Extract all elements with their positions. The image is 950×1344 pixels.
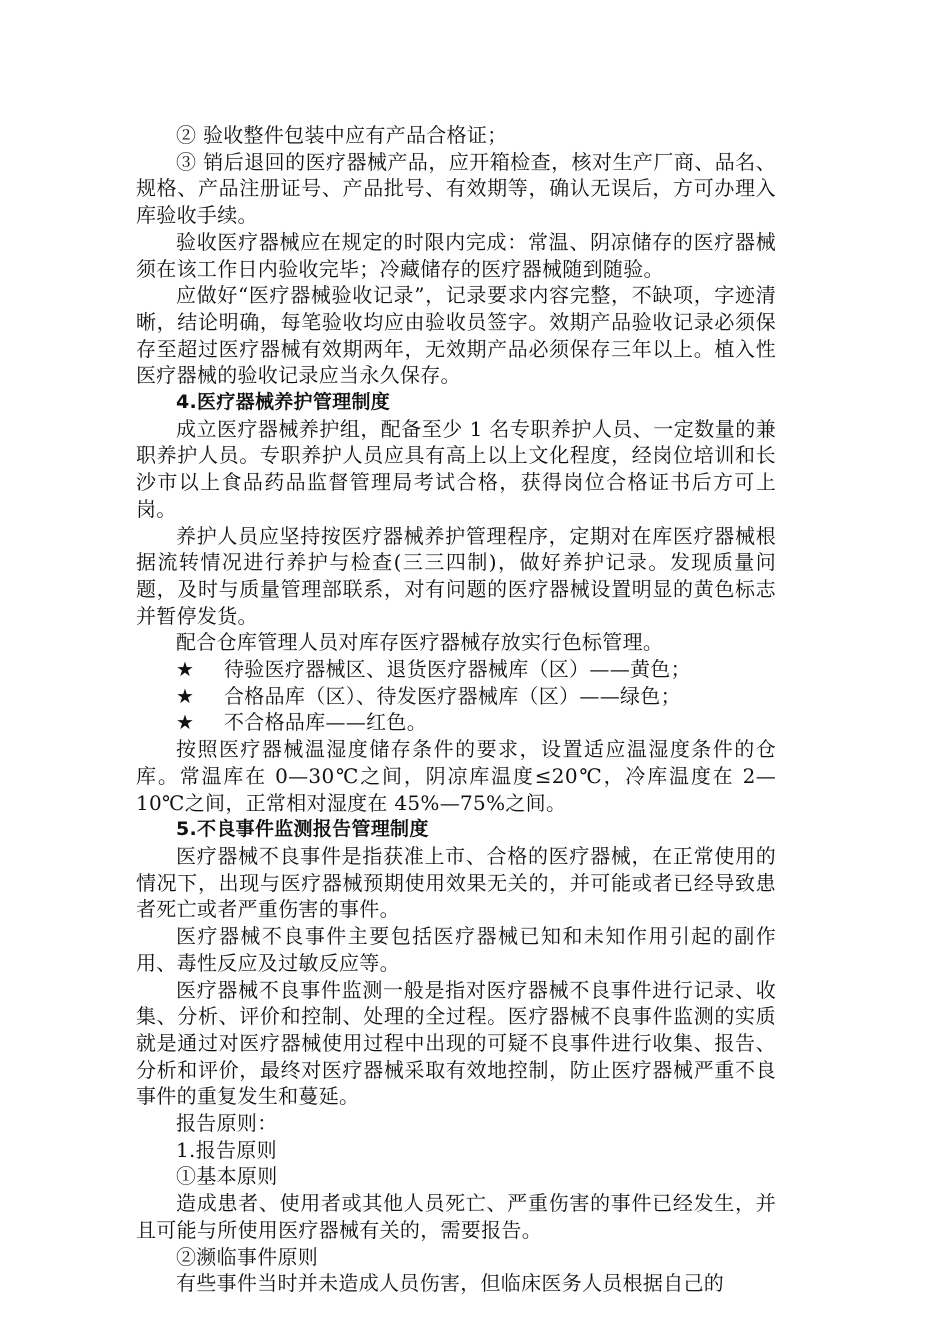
section-heading: 5.不良事件监测报告管理制度 xyxy=(176,818,429,841)
paragraph: 报告原则： xyxy=(176,1111,278,1136)
color-code-text: 待验医疗器械区、退货医疗器械库（区）——黄色； xyxy=(224,657,691,682)
star-icon: ★ xyxy=(176,657,195,682)
color-code-item xyxy=(136,683,776,710)
paragraph: ③ 销后退回的医疗器械产品，应开箱检查，核对生产厂商、品名、规格、产品注册证号、产品批号、有效期等，确认无误后，方可办理入库验收手续。 xyxy=(136,149,776,228)
paragraph: 医疗器械不良事件主要包括医疗器械已知和未知作用引起的副作用、毒性反应及过敏反应等。 xyxy=(136,924,776,975)
paragraph: 按照医疗器械温湿度储存条件的要求，设置适应温湿度条件的仓库。常温库在 0—30℃之间，阴凉库温度≤20℃，冷库温度在 2—10℃之间，正常相对湿度在 45%—75%之间。 xyxy=(136,737,776,815)
paragraph: 医疗器械不良事件是指获准上市、合格的医疗器械，在正常使用的情况下，出现与医疗器械预期使用效果无关的，并可能或者已经导致患者死亡或者严重伤害的事件。 xyxy=(136,843,776,922)
star-icon: ★ xyxy=(176,683,195,708)
paragraph: 医疗器械不良事件监测一般是指对医疗器械不良事件进行记录、收集、分析、评价和控制、处理的全过程。医疗器械不良事件监测的实质就是通过对医疗器械使用过程中出现的可疑不良事件进行收集、报告、分析和评价，最终对医疗器械采取有效地控制，防止医疗器械严重不良事件的重复发生和蔓延。 xyxy=(136,977,776,1109)
color-code-item xyxy=(136,709,776,736)
paragraph: 造成患者、使用者或其他人员死亡、严重伤害的事件已经发生，并且可能与所使用医疗器械有关的，需要报告。 xyxy=(136,1191,776,1242)
paragraph: 养护人员应坚持按医疗器械养护管理程序，定期对在库医疗器械根据流转情况进行养护与检查(三三四制)，做好养护记录。发现质量问题，及时与质量管理部联系，对有问题的医疗器械设置明显的黄色标志并暂停发货。 xyxy=(136,523,776,628)
paragraph: ②濒临事件原则 xyxy=(176,1244,319,1269)
paragraph: 1.报告原则 xyxy=(176,1137,277,1162)
document-body xyxy=(136,122,776,1297)
color-code-text: 不合格品库——红色。 xyxy=(224,710,427,735)
section-heading: 4.医疗器械养护管理制度 xyxy=(176,391,391,414)
paragraph: 应做好“医疗器械验收记录”，记录要求内容完整，不缺项，字迹清晰，结论明确，每笔验收均应由验收员签字。效期产品验收记录必须保存至超过医疗器械有效期两年，无效期产品必须保存三年以上。植入性医疗器械的验收记录应当永久保存。 xyxy=(136,283,776,388)
star-icon: ★ xyxy=(176,710,195,735)
paragraph: ①基本原则 xyxy=(176,1164,278,1189)
paragraph: 有些事件当时并未造成人员伤害，但临床医务人员根据自己的 xyxy=(176,1271,725,1296)
paragraph: 配合仓库管理人员对库存医疗器械存放实行色标管理。 xyxy=(176,630,664,655)
color-code-text: 合格品库（区）、待发医疗器械库（区）——绿色； xyxy=(224,683,681,708)
paragraph: 验收医疗器械应在规定的时限内完成：常温、阴凉储存的医疗器械须在该工作日内验收完毕；冷藏储存的医疗器械随到随验。 xyxy=(136,229,776,281)
color-code-item xyxy=(136,656,776,683)
paragraph: 成立医疗器械养护组，配备至少 1 名专职养护人员、一定数量的兼职养护人员。专职养护人员应具有高上以上文化程度，经岗位培训和长沙市以上食品药品监督管理局考试合格，获得岗位合格证书后方可上岗。 xyxy=(136,416,776,521)
paragraph: ② 验收整件包装中应有产品合格证； xyxy=(176,123,508,147)
